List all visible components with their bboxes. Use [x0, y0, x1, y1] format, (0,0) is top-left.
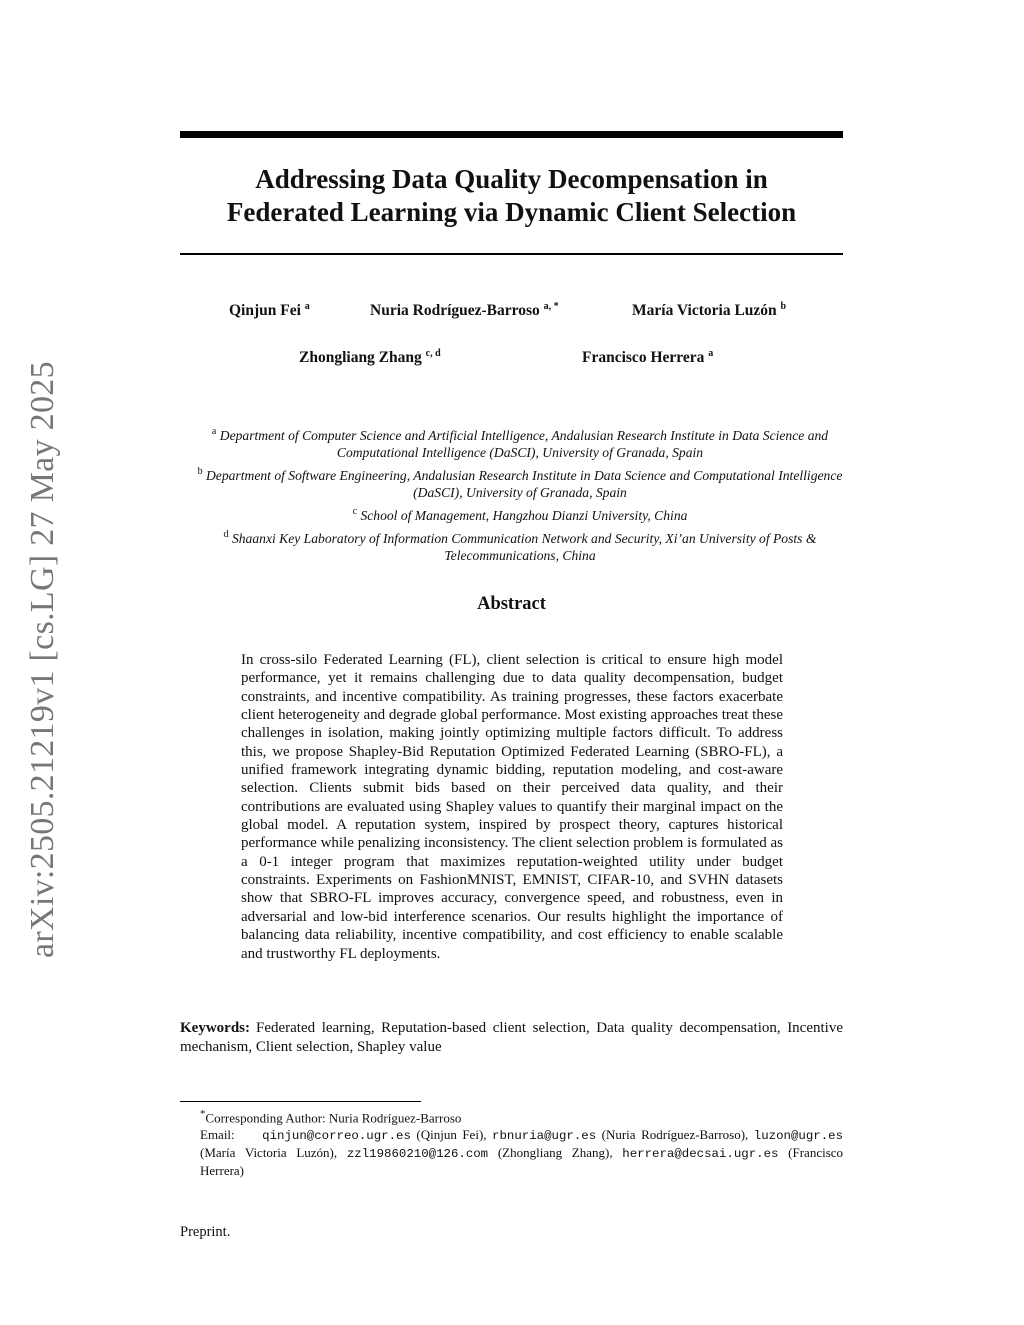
affiliation-mark: b	[197, 466, 203, 477]
footnote-mark: *	[200, 1108, 206, 1120]
author-affiliation-mark: a	[304, 301, 310, 312]
affiliations	[190, 423, 850, 566]
affiliation-mark: d	[223, 529, 229, 540]
email-link[interactable]: rbnuria@ugr.es	[492, 1129, 597, 1144]
corresponding-author-note	[180, 1106, 843, 1127]
title-line-1: Addressing Data Quality Decompensation in	[255, 164, 768, 194]
keywords-label: Keywords:	[180, 1020, 250, 1036]
affiliation-text: School of Management, Hangzhou Dianzi University, China	[360, 508, 688, 523]
affiliation-b	[190, 463, 850, 501]
email-list	[180, 1127, 843, 1179]
author-4	[299, 348, 441, 367]
email-link[interactable]: luzon@ugr.es	[753, 1129, 844, 1144]
abstract-text: In cross-silo Federated Learning (FL), client selection is critical to ensure high model performance, yet it remains challenging due to data quality decompensation, budget constraints, and incentive compatibility. As training progresses, these factors exacerbate client heterogeneity and degrade global performance. Most existing approaches treat these challenges in isolation, making jointly optimizing multiple factors difficult. To address this, we propose Shapley-Bid Reputation Optimized Federated Learning (SBRO-FL), a unified framework integrating dynamic bidding, reputation modeling, and cost-aware selection. Clients submit bids based on their perceived data quality, and their contributions are evaluated using Shapley values to quantify their marginal impact on the global model. A reputation system, inspired by prospect theory, captures historical performance while penalizing inconsistency. The client selection problem is formulated as a 0-1 integer program that maximizes reputation-weighted utility under budget constraints. Experiments on FashionMNIST, EMNIST, CIFAR-10, and SVHN datasets show that SBRO-FL improves accuracy, convergence speed, and robustness, even in adversarial and low-bid interference scenarios. Our results highlight the importance of balancing data reliability, incentive compatibility, and cost efficiency to enable scalable and trustworthy FL deployments.	[241, 652, 783, 962]
affiliation-c	[190, 503, 850, 524]
email-owner: (Zhongliang Zhang),	[497, 1144, 613, 1160]
author-affiliation-mark: b	[780, 301, 787, 312]
author-2	[370, 301, 559, 320]
email-owner: (Nuria Rodríguez-Barroso),	[601, 1127, 749, 1143]
email-label: Email:	[200, 1127, 235, 1143]
title-line-2: Federated Learning via Dynamic Client Selection	[226, 197, 797, 227]
keywords-text: Federated learning, Reputation-based client selection, Data quality decompensation, Incentive mechanism, Client selection, Shapley value	[180, 1020, 843, 1055]
affiliation-mark: a	[211, 426, 217, 437]
affiliation-text: Department of Software Engineering, Andalusian Research Institute in Data Science and Computational Intelligence (DaSCI), University of Granada, Spain	[205, 468, 843, 500]
affiliation-mark: c	[352, 506, 358, 517]
preprint-label: Preprint.	[180, 1224, 231, 1240]
affiliation-a	[190, 423, 850, 461]
keywords	[180, 1019, 843, 1056]
author-1	[229, 301, 310, 320]
affiliation-text: Department of Computer Science and Artificial Intelligence, Andalusian Research Institute in Data Science and Computational Intelligence (DaSCI), University of Granada, Spain	[219, 428, 829, 460]
author-affiliation-mark: a, *	[543, 301, 559, 312]
email-owner: (Francisco Herrera)	[200, 1144, 844, 1178]
author-affiliation-mark: a	[708, 348, 714, 359]
author-affiliation-mark: c, d	[425, 348, 441, 359]
email-link[interactable]: zzl19860210@126.com	[346, 1146, 489, 1161]
author-5	[582, 348, 713, 367]
email-link[interactable]: herrera@decsai.ugr.es	[622, 1146, 779, 1161]
author-name: María Victoria Luzón	[632, 302, 777, 319]
arxiv-identifier: arXiv:2505.21219v1 [cs.LG] 27 May 2025	[24, 361, 61, 958]
paper-title	[180, 163, 843, 229]
author-name: Francisco Herrera	[582, 349, 705, 366]
author-3	[632, 301, 786, 320]
email-owner: (María Victoria Luzón),	[200, 1144, 338, 1160]
affiliation-d	[190, 526, 850, 564]
abstract-heading: Abstract	[477, 594, 546, 614]
author-name: Zhongliang Zhang	[299, 349, 422, 366]
corresponding-author: Corresponding Author: Nuria Rodríguez-Barroso	[205, 1110, 462, 1126]
email-owner: (Qinjun Fei),	[416, 1127, 487, 1143]
email-link[interactable]: qinjun@correo.ugr.es	[262, 1129, 411, 1144]
footnote-rule	[180, 1101, 421, 1102]
affiliation-text: Shaanxi Key Laboratory of Information Communication Network and Security, Xi’an University of Posts & Telecommunications, China	[231, 531, 817, 563]
title-bottom-rule	[180, 253, 843, 255]
footnote	[180, 1106, 843, 1180]
title-top-rule	[180, 131, 843, 138]
author-name: Qinjun Fei	[229, 302, 301, 319]
author-name: Nuria Rodríguez-Barroso	[370, 302, 540, 319]
